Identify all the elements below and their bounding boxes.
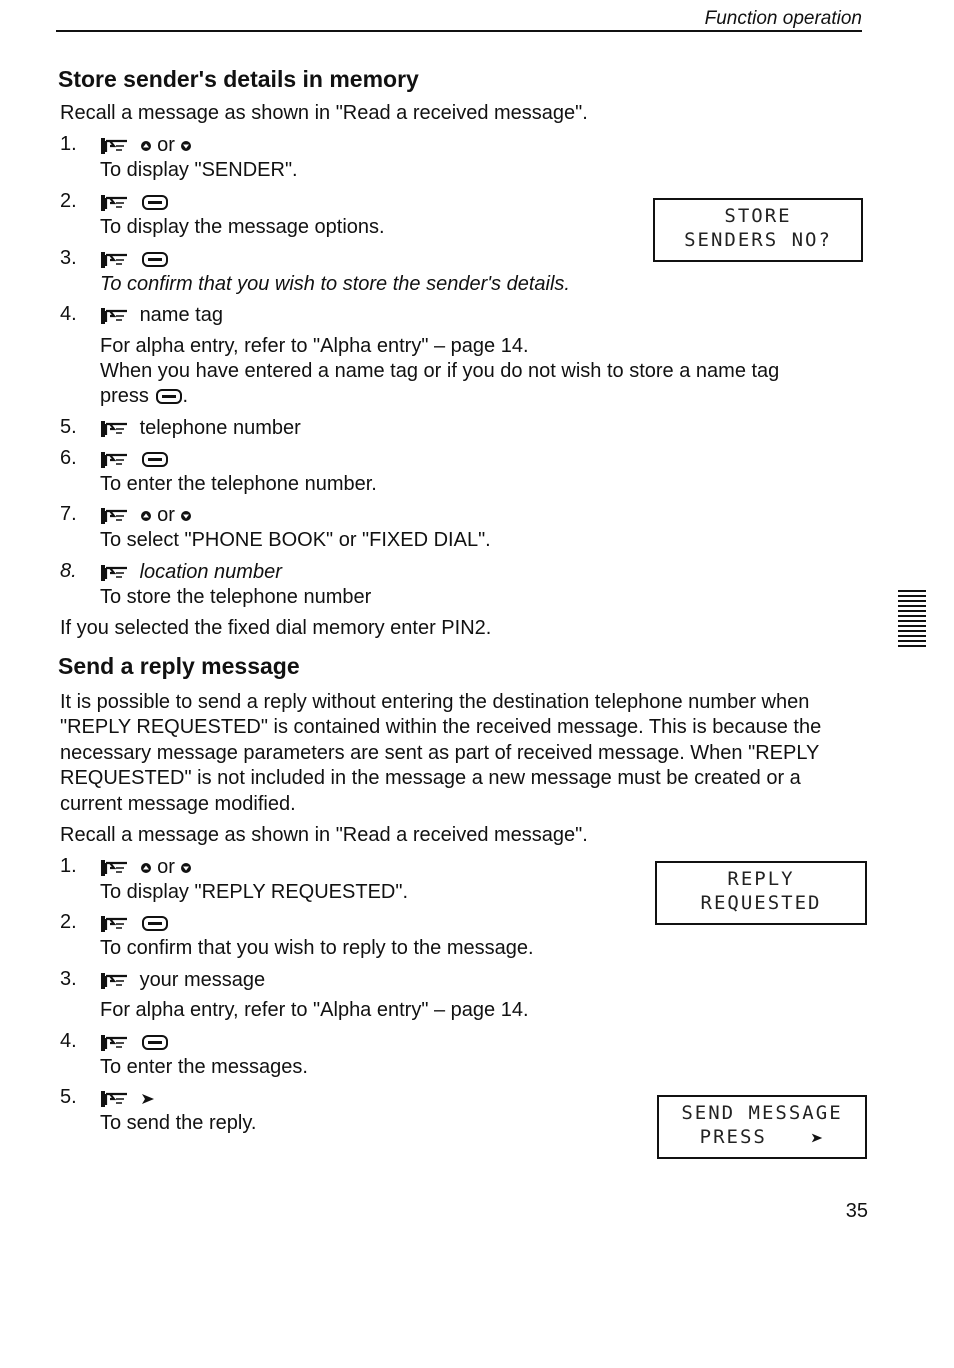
step-number: 4. — [60, 1030, 77, 1052]
reply-step-1 — [100, 855, 192, 880]
store-step-4-desc: For alpha entry, refer to "Alpha entry" – page 14. — [100, 335, 529, 357]
page-number: 35 — [845, 1200, 868, 1222]
store-step-4 — [100, 303, 223, 328]
store-step-6-desc: To enter the telephone number. — [100, 473, 377, 495]
scroll-up-icon — [140, 140, 152, 152]
store-step-2-desc: To display the message options. — [100, 216, 385, 238]
reply-step-4 — [100, 1030, 168, 1055]
step-number: 1. — [60, 133, 77, 155]
press-hand-icon — [100, 564, 130, 582]
press-hand-icon — [100, 451, 130, 469]
reply-step-5 — [100, 1086, 156, 1111]
reply-step-3 — [100, 968, 265, 993]
send-icon — [140, 1091, 156, 1107]
lcd-line: SEND MESSAGE — [681, 1102, 843, 1124]
reply-step-3-desc: For alpha entry, refer to "Alpha entry" – page 14. — [100, 999, 529, 1021]
lcd-line: PRESS — [699, 1126, 767, 1148]
store-step-7-desc: To select "PHONE BOOK" or "FIXED DIAL". — [100, 529, 491, 551]
step-label: your message — [139, 969, 266, 991]
send-icon — [810, 1131, 824, 1145]
step-number: 2. — [60, 911, 77, 933]
press-hand-icon — [100, 1034, 130, 1052]
step-number: 7. — [60, 503, 77, 525]
lcd-line: REQUESTED — [700, 892, 822, 914]
step-number: 5. — [60, 416, 77, 438]
ok-button-icon — [156, 389, 182, 404]
store-step-1-desc: To display "SENDER". — [100, 159, 298, 181]
page-header — [56, 6, 862, 32]
or-label: or — [157, 504, 175, 526]
step-number: 8. — [60, 560, 77, 582]
reply-heading: Send a reply message — [58, 653, 300, 679]
press-hand-icon — [100, 507, 130, 525]
press-hand-icon — [100, 420, 130, 438]
section-edge-marker — [898, 590, 926, 650]
store-step-5 — [100, 416, 301, 441]
section-title: Function operation — [704, 8, 862, 29]
step-number: 3. — [60, 968, 77, 990]
store-step-8-desc: To store the telephone number — [100, 586, 372, 608]
store-step-2 — [100, 190, 168, 215]
scroll-up-icon — [140, 862, 152, 874]
or-label: or — [157, 856, 175, 878]
reply-intro: Recall a message as shown in "Read a received message". — [60, 824, 588, 846]
step-number: 2. — [60, 190, 77, 212]
ok-button-icon — [142, 1035, 168, 1050]
scroll-down-icon — [180, 140, 192, 152]
step-label: name tag — [139, 304, 223, 326]
step-label: telephone number — [139, 417, 301, 439]
reply-step-2-desc: To confirm that you wish to reply to the message. — [100, 937, 534, 959]
store-step-4-desc: When you have entered a name tag or if you do not wish to store a name tag — [100, 360, 780, 382]
ok-button-icon — [142, 916, 168, 931]
reply-step-2 — [100, 911, 168, 936]
scroll-up-icon — [140, 510, 152, 522]
press-hand-icon — [100, 137, 130, 155]
store-step-8 — [100, 560, 282, 585]
press-hand-icon — [100, 859, 130, 877]
scroll-down-icon — [180, 510, 192, 522]
lcd-send-message — [657, 1095, 867, 1159]
store-intro: Recall a message as shown in "Read a received message". — [60, 102, 588, 124]
step-number: 4. — [60, 303, 77, 325]
reply-paragraph: It is possible to send a reply without entering the destination telephone number when "REPLY REQUESTED" is contained within the received message. This is because the necessary message parameters are sent as part of received message. When "REPLY REQUESTED" is not included in the message a new message must be created or a current message modified. — [60, 691, 822, 815]
step-number: 3. — [60, 247, 77, 269]
store-step-3-desc: To confirm that you wish to store the sender's details. — [100, 273, 570, 295]
lcd-line: STORE — [724, 205, 792, 227]
store-step-1 — [100, 133, 192, 158]
lcd-store-senders — [653, 198, 863, 262]
press-hand-icon — [100, 194, 130, 212]
lcd-line: SENDERS NO? — [684, 229, 832, 251]
ok-button-icon — [142, 452, 168, 467]
store-step-4-press: press . — [100, 385, 189, 407]
press-hand-icon — [100, 915, 130, 933]
lcd-line-press — [659, 1125, 865, 1149]
scroll-down-icon — [180, 862, 192, 874]
step-number: 1. — [60, 855, 77, 877]
press-hand-icon — [100, 307, 130, 325]
store-step-7 — [100, 503, 192, 528]
store-step-6 — [100, 447, 168, 472]
step-label: location number — [139, 561, 282, 583]
press-label: press — [100, 385, 149, 407]
ok-button-icon — [142, 252, 168, 267]
lcd-line: REPLY — [727, 868, 795, 890]
store-note: If you selected the fixed dial memory enter PIN2. — [60, 617, 492, 639]
reply-step-5-desc: To send the reply. — [100, 1112, 257, 1134]
press-hand-icon — [100, 251, 130, 269]
reply-step-4-desc: To enter the messages. — [100, 1056, 308, 1078]
lcd-reply-requested — [655, 861, 867, 925]
step-number: 6. — [60, 447, 77, 469]
store-heading: Store sender's details in memory — [58, 66, 419, 92]
press-hand-icon — [100, 972, 130, 990]
press-hand-icon — [100, 1090, 130, 1108]
step-number: 5. — [60, 1086, 77, 1108]
or-label: or — [157, 134, 175, 156]
ok-button-icon — [142, 195, 168, 210]
store-step-3 — [100, 247, 168, 272]
reply-step-1-desc: To display "REPLY REQUESTED". — [100, 881, 409, 903]
